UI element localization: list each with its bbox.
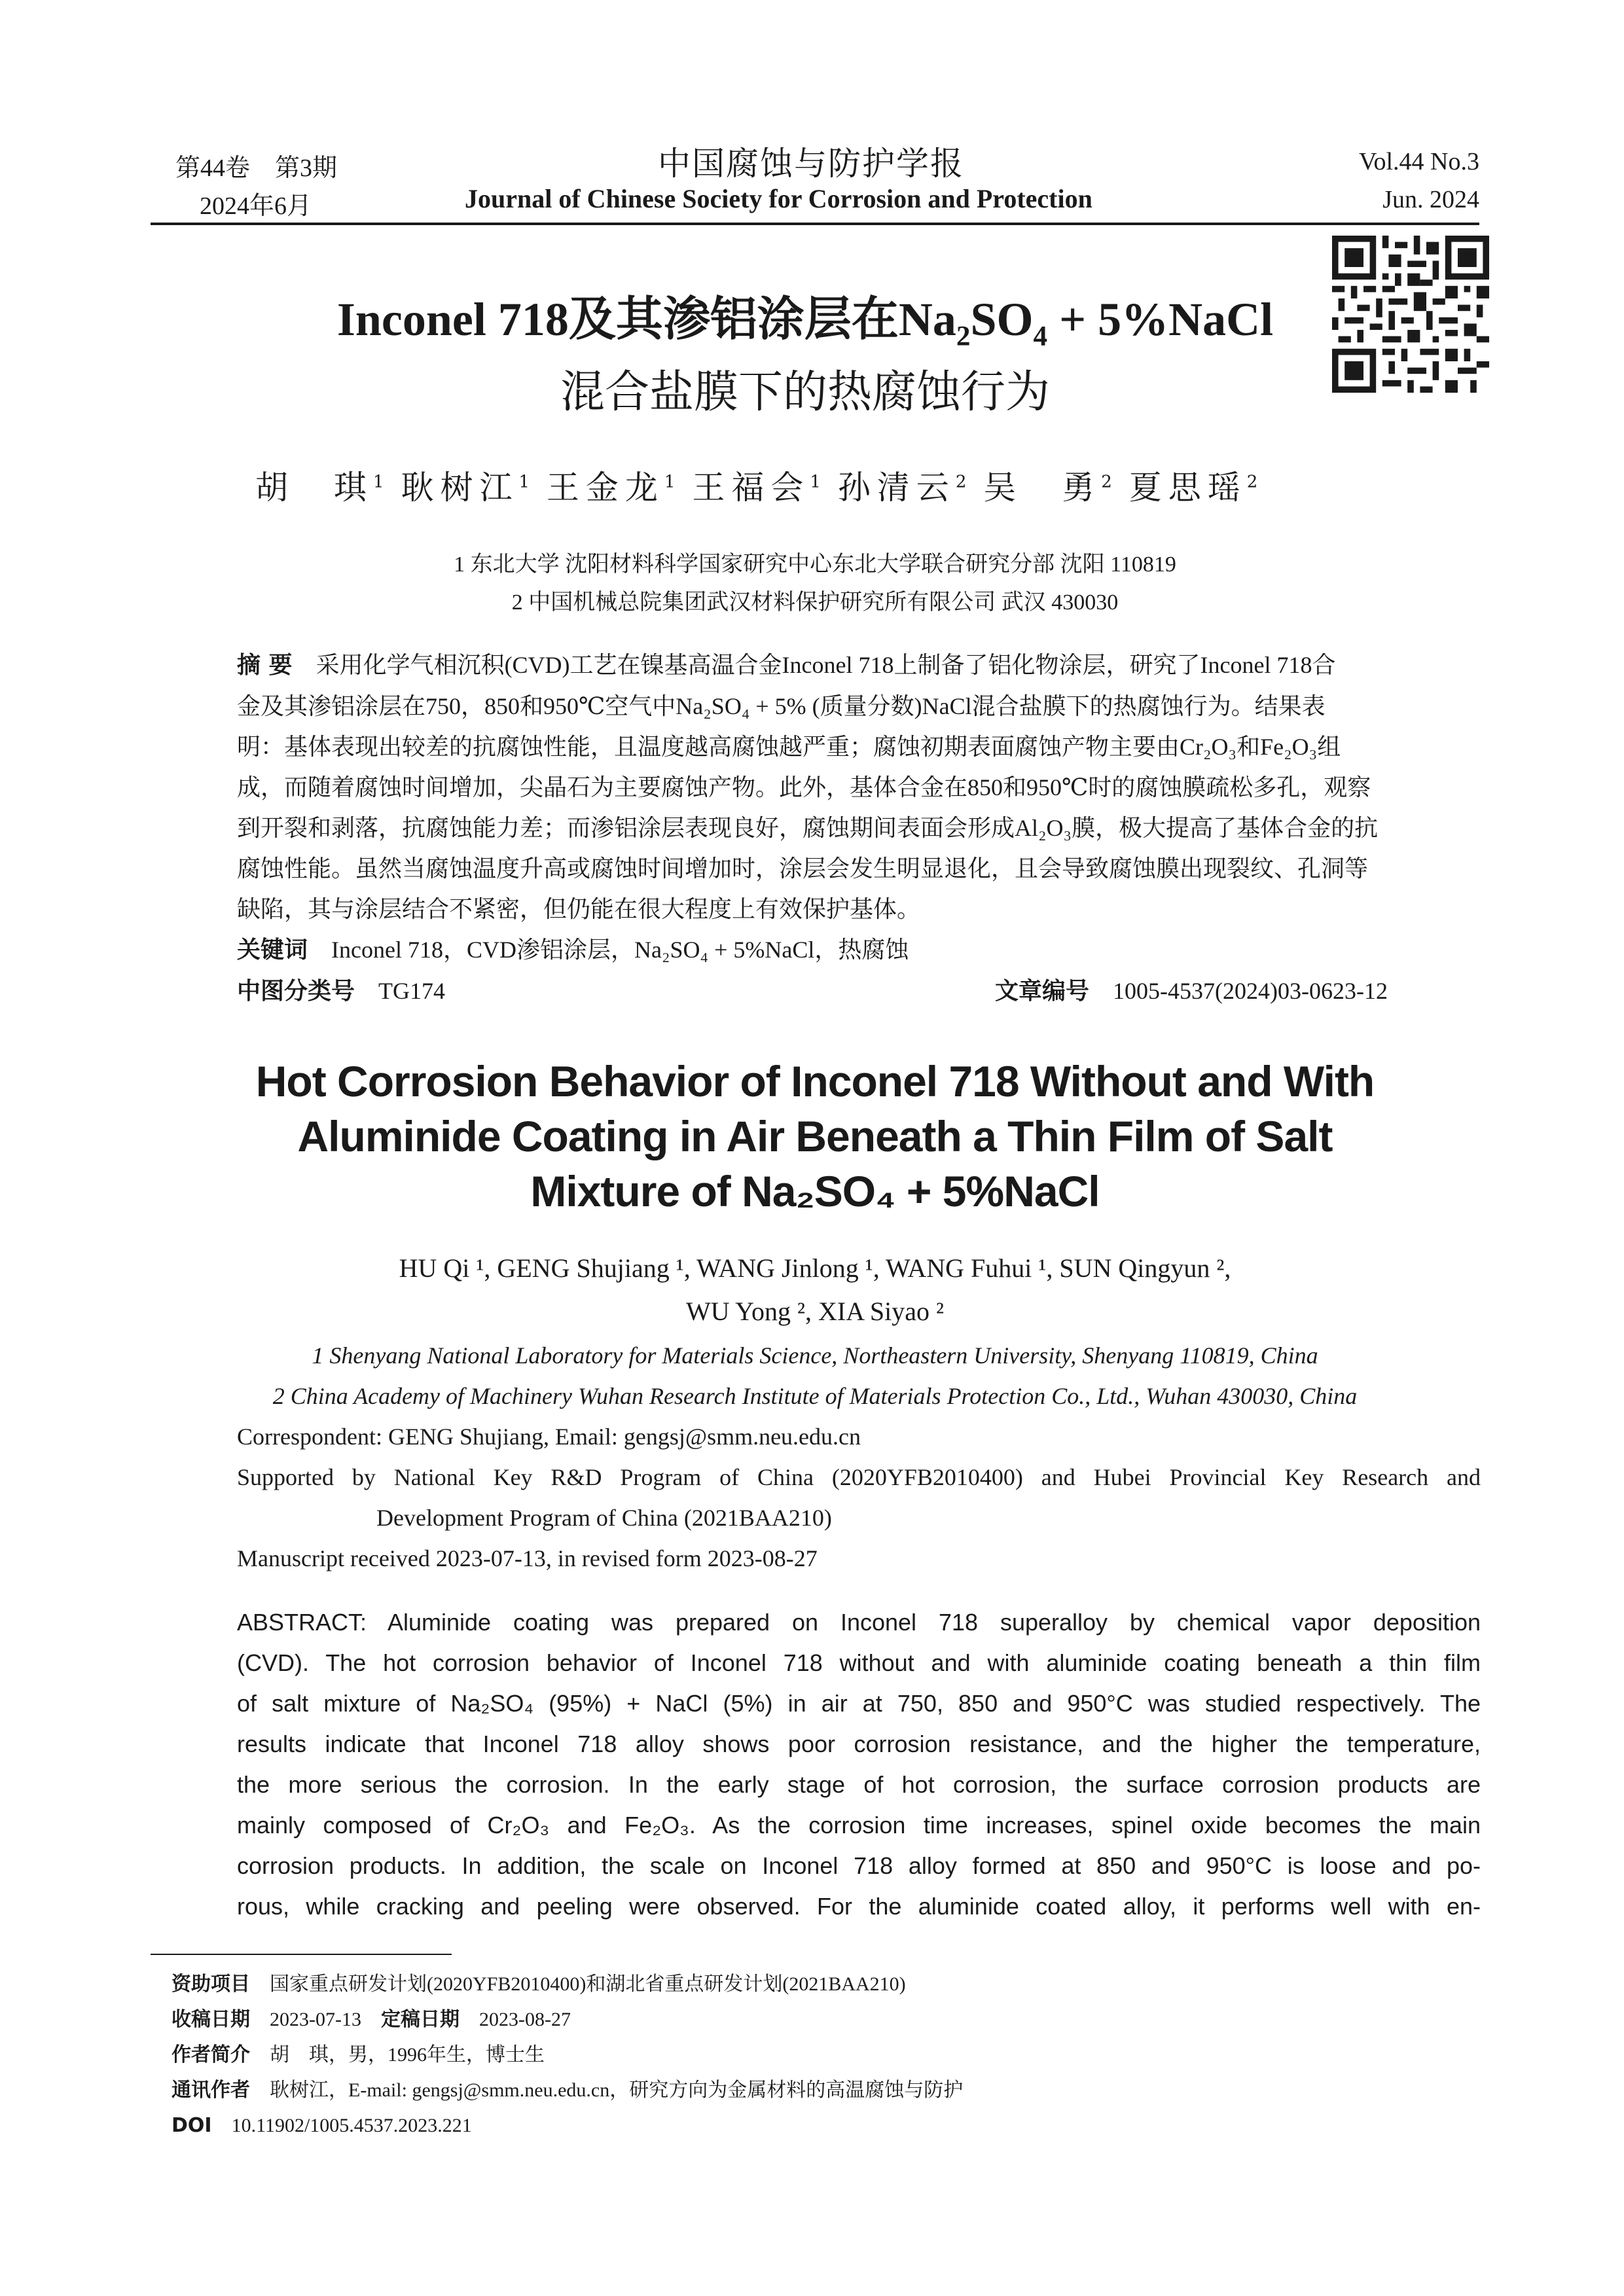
author-cn: 王福会 (692, 469, 810, 507)
author-cn: 吴 勇 (983, 469, 1102, 507)
footnote-author-bio: 作者简介 胡 琪，男，1996年生，博士生 (171, 2043, 545, 2066)
affiliation-en-2: 2 China Academy of Machinery Wuhan Research Institute of Materials Protection Co., Ltd., Wuhan 430030, China (272, 1383, 1358, 1409)
author-cn: 胡 琪 (255, 469, 373, 507)
classification-number: 中图分类号 TG174 (237, 978, 446, 1005)
footnote-doi: DOI 10.11902/1005.4537.2023.221 (171, 2114, 472, 2137)
abstract-cn: 摘 要 采用化学气相沉积(CVD)工艺在镍基高温合金Inconel 718上制备了铝化物涂层，研究了Inconel 718合 金及其渗铝涂层在750，850和950℃空气中Na₂SO₄ + 5% (质量分数)NaCl混合盐膜下的热腐蚀行为。结果表 明：基体表现出较差的抗腐蚀性能，且温度越高腐蚀越严重；腐蚀初期表面腐蚀产物主要由Cr₂O₃和Fe₂O₃组 成，而随着腐蚀时间增加，尖晶石为主要腐蚀产物。此外，基体合金在850和950℃时的腐蚀膜疏松多孔，观察 到开裂和剥落，抗腐蚀能力差；而渗铝涂层表现良好，腐蚀期间表面会形成Al₂O₃膜，极大提高了基体合金的抗 腐蚀性能。虽然当腐蚀温度升高或腐蚀时间增加时，涂层会发生明显退化，且会导致腐蚀膜出现裂纹、孔洞等 缺陷，其与涂层结合不紧密，但仍能在很大程度上有效保护基体。 (237, 652, 1379, 922)
header-date: 2024年6月 (200, 192, 312, 220)
title-en-line2: Aluminide Coating in Air Beneath a Thin Film of Salt (297, 1112, 1333, 1160)
title-en-line1: Hot Corrosion Behavior of Inconel 718 Without and With (255, 1057, 1375, 1105)
authors-en-line2: WU Yong ², XIA Siyao ² (685, 1297, 945, 1326)
title-en-line3: Mixture of Na₂SO₄ + 5%NaCl (530, 1167, 1100, 1215)
supported-by-line2: Development Program of China (2021BAA210) (376, 1505, 832, 1531)
header-month-year: Jun. 2024 (1382, 186, 1479, 213)
keywords-cn: 关键词 Inconel 718，CVD渗铝涂层，Na₂SO₄ + 5%NaCl，热腐蚀 (237, 937, 909, 963)
supported-by-line1: Supported by National Key R&D Program of China (2020YFB2010400) and Hubei Provincial Key Research and (237, 1464, 1481, 1490)
journal-title-cn: 中国腐蚀与防护学报 (658, 145, 964, 182)
affiliation-en-1: 1 Shenyang National Laboratory for Materials Science, Northeastern University, Shenyang 110819, China (312, 1342, 1318, 1369)
affiliation-cn-2: 2 中国机械总院集团武汉材料保护研究所有限公司 武汉 430030 (511, 590, 1119, 615)
author-cn: 耿树江 (401, 469, 519, 507)
manuscript-dates: Manuscript received 2023-07-13, in revised form 2023-08-27 (237, 1545, 818, 1571)
abstract-cn-label: 摘 要 (237, 652, 293, 679)
footnote-corresponding: 通讯作者 耿树江，E-mail: gengsj@smm.neu.edu.cn，研究方向为金属材料的高温腐蚀与防护 (171, 2079, 964, 2102)
footnote-rule (151, 1954, 452, 1955)
keywords-label: 关键词 (237, 937, 308, 963)
footnotes (171, 1967, 1448, 2144)
title-cn-line2: 混合盐膜下的热腐蚀行为 (560, 367, 1050, 418)
header-vol-no: Vol.44 No.3 (1358, 148, 1479, 175)
title-cn-line1: Inconel 718及其渗铝涂层在$Na_2SO_4$ + 5%NaCl (336, 293, 1274, 352)
correspondent: Correspondent: GENG Shujiang, Email: gengsj@smm.neu.edu.cn (237, 1424, 861, 1450)
article-number: 文章编号 1005-4537(2024)03-0623-12 (995, 978, 1388, 1005)
authors-cn: 胡 琪$^1$ 耿树江$^1$ 王金龙$^1$ 王福会$^1$ 孙清云$^2$ 吴 勇$^2$ 夏思瑶$^2$ (255, 469, 1258, 507)
header-volume-issue: 第44卷 第3期 (175, 154, 338, 182)
journal-title-en: Journal of Chinese Society for Corrosion and Protection (465, 184, 1092, 213)
affiliation-cn-1: 1 东北大学 沈阳材料科学国家研究中心东北大学联合研究分部 沈阳 110819 (454, 552, 1176, 577)
footnote-funding: 资助项目 国家重点研发计划(2020YFB2010400)和湖北省重点研发计划(2021BAA210) (171, 1973, 906, 1996)
footnote-dates: 收稿日期 2023-07-13 定稿日期 2023-08-27 (171, 2008, 571, 2031)
author-cn: 夏思瑶 (1128, 469, 1247, 507)
author-cn: 孙清云 (837, 469, 956, 507)
abstract-en: ABSTRACT: Aluminide coating was prepared on Inconel 718 superalloy by chemical vapor deposition (CVD). The hot corrosion behavior of Inconel 718 without and with aluminide coating beneath a thin film of salt mixture of Na₂SO₄ (95%) + NaCl (5%) in air at 750, 850 and 950°C was studied respectively. The results indicate that Inconel 718 alloy shows poor corrosion resistance, and the higher the temperature, the more serious the corrosion. In the early stage of hot corrosion, the surface corrosion products are mainly composed of Cr₂O₃ and Fe₂O₃. As the corrosion time increases, spinel oxide becomes the main corrosion products. In addition, the scale on Inconel 718 alloy formed at 850 and 950°C is loose and po- rous, while cracking and peeling were observed. For the aluminide coated alloy, it performs well with en- (237, 1609, 1481, 1920)
header-rule (151, 223, 1479, 225)
authors-en-line1: HU Qi ¹, GENG Shujiang ¹, WANG Jinlong ¹, WANG Fuhui ¹, SUN Qingyun ², (399, 1253, 1231, 1283)
author-cn: 王金龙 (546, 469, 664, 507)
